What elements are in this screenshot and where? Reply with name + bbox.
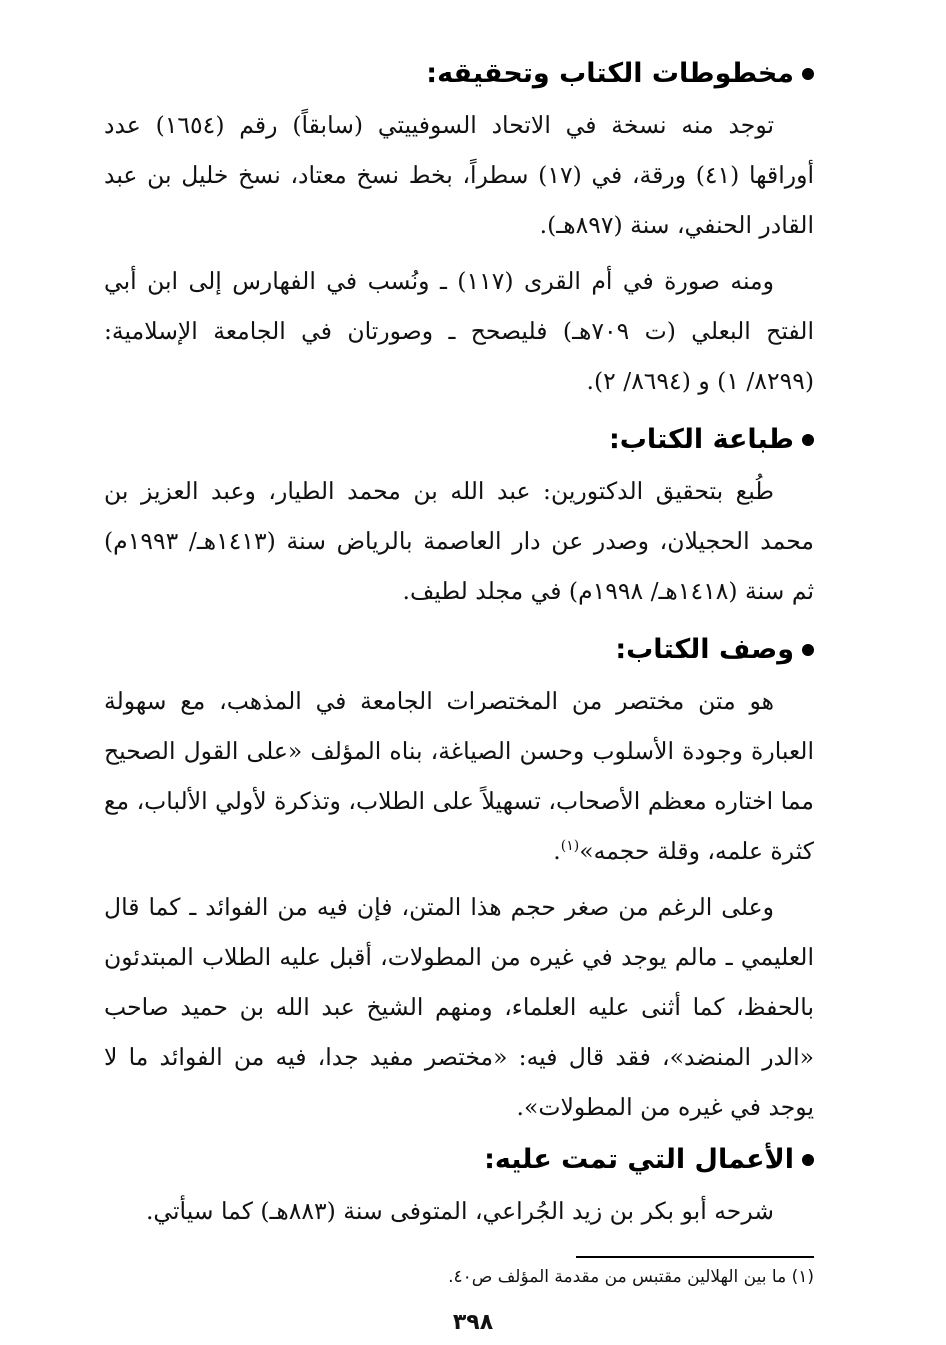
- section-heading: [104, 418, 814, 462]
- bullet-icon: [802, 434, 814, 446]
- heading-text: طباعة الكتاب:: [609, 424, 794, 455]
- bullet-icon: [802, 68, 814, 80]
- paragraph: ومنه صورة في أم القرى (١١٧) ـ ونُسب في الفهارس إلى ابن أبي الفتح البعلي (ت ٧٠٩هـ) فليصحح ـ وصورتان في الجامعة الإسلامية: (٨٢٩٩/ ١) و (٨٦٩٤/ ٢).: [104, 267, 814, 395]
- section-description: [104, 628, 814, 1132]
- section-printing: [104, 418, 814, 616]
- section-works: [104, 1138, 814, 1236]
- section-heading: [104, 52, 814, 96]
- paragraph: طُبع بتحقيق الدكتورين: عبد الله بن محمد الطيار، وعبد العزيز بن محمد الحجيلان، وصدر عن دار العاصمة بالرياض سنة (١٤١٣هـ/ ١٩٩٣م) ثم سنة (١٤١٨هـ/ ١٩٩٨م) في مجلد لطيف.: [104, 477, 814, 605]
- footnote-reference[interactable]: (١): [560, 838, 580, 855]
- paragraph-text: هو متن مختصر من المختصرات الجامعة في المذهب، مع سهولة العبارة وجودة الأسلوب وحسن الصياغة، بناه المؤلف «على القول الصحيح مما اختاره معظم الأصحاب، تسهيلاً على الطلاب، وتذكرة لأولي الألباب، مع كثرة علمه، وقلة حجمه»: [104, 687, 814, 865]
- paragraph: وعلى الرغم من صغر حجم هذا المتن، فإن فيه من الفوائد ـ كما قال العليمي ـ مالم يوجد في غيره من المطولات، أقبل عليه الطلاب المبتدئون بالحفظ، كما أثنى عليه العلماء، ومنهم الشيخ عبد الله بن حميد صاحب «الدر المنضد»، فقد قال فيه: «مختصر مفيد جدا، فيه من الفوائد ما لا يوجد في غيره من المطولات».: [104, 893, 814, 1121]
- paragraph: توجد منه نسخة في الاتحاد السوفييتي (سابقاً) رقم (١٦٥٤) عدد أوراقها (٤١) ورقة، في (١٧) سطراً، بخط نسخ معتاد، نسخ خليل بن عبد القادر الحنفي، سنة (٨٩٧هـ).: [104, 111, 815, 239]
- heading-text: الأعمال التي تمت عليه:: [484, 1144, 794, 1175]
- footnote-divider: [576, 1256, 814, 1258]
- section-heading: [104, 1138, 814, 1182]
- paragraph: [104, 676, 814, 876]
- footnote: (١) ما بين الهلالين مقتبس من مقدمة المؤلف ص٤٠.: [448, 1267, 814, 1287]
- bullet-icon: [802, 644, 814, 656]
- paragraph: شرحه أبو بكر بن زيد الجُراعي، المتوفى سنة (٨٨٣هـ) كما سيأتي.: [145, 1197, 774, 1225]
- paragraph-end: .: [553, 837, 561, 865]
- page-number: ٣٩٨: [452, 1310, 494, 1335]
- heading-text: مخطوطات الكتاب وتحقيقه:: [426, 58, 794, 89]
- bullet-icon: [802, 1154, 814, 1166]
- section-heading: [104, 628, 814, 672]
- section-manuscripts: [104, 52, 814, 406]
- heading-text: وصف الكتاب:: [615, 634, 794, 665]
